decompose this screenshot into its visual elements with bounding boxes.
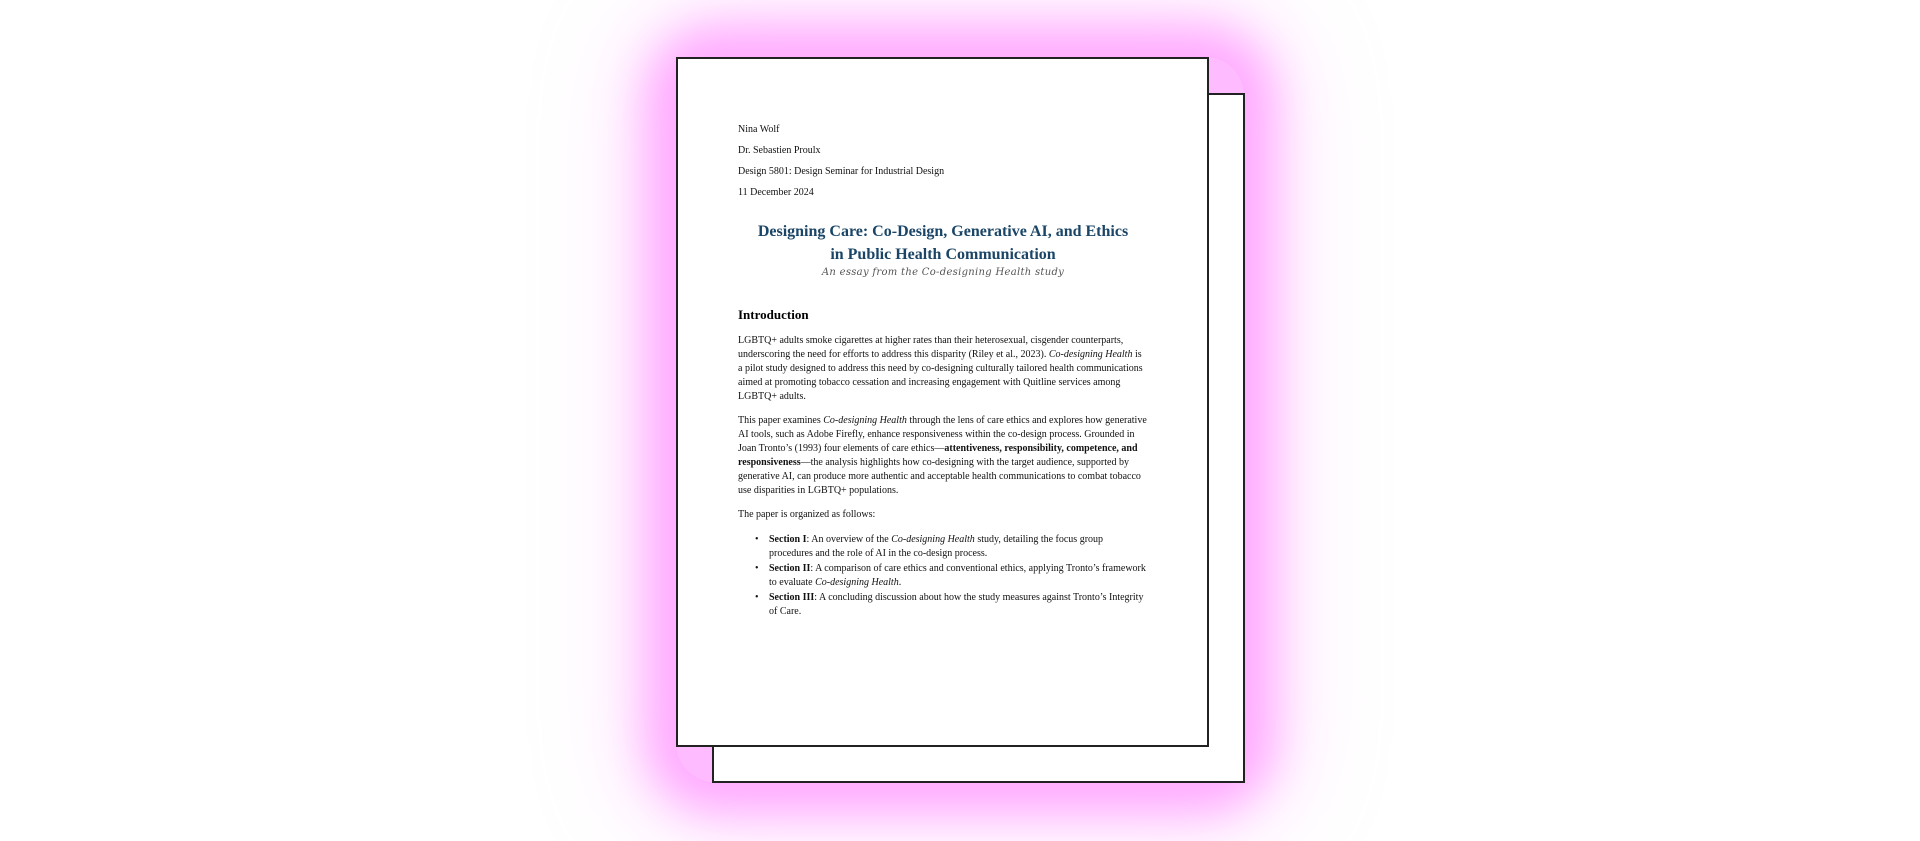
author-name: Nina Wolf <box>738 124 780 135</box>
text-run: : A comparison of care ethics and conventional ethics, applying Tronto’s framework to evaluate <box>769 563 1146 588</box>
document-subtitle: An essay from the Co-designing Health study <box>821 267 1065 278</box>
title-line-2: in Public Health Communication <box>830 246 1056 263</box>
title-line-1: Designing Care: Co-Design, Generative AI, and Ethics <box>757 223 1129 240</box>
bullet-icon: • <box>755 534 759 545</box>
bold-care-elements: attentiveness, responsibility, competence, and responsiveness <box>738 443 1138 468</box>
italic-study-name: Co-designing Health <box>815 577 899 588</box>
italic-study-name: Co-designing Health <box>1048 349 1133 360</box>
text-run: is a pilot study designed to address this need by co-designing culturally tailored health communications aimed at promoting tobacco cessation and increasing engagement with Quitline services among LGBTQ+ adults. <box>738 349 1143 402</box>
intro-paragraph-1 <box>738 334 1148 404</box>
text-run: through the lens of care ethics and explores how generative AI tools, such as Adobe Firefly, enhance responsiveness within the co-design process. Grounded in Joan Tronto’s (1993) four elements of care ethics— <box>738 415 1147 454</box>
front-page <box>676 57 1209 747</box>
text-run: : A concluding discussion about how the study measures against Tronto’s Integrity of Care. <box>769 592 1144 617</box>
section-heading-introduction: Introduction <box>738 307 809 322</box>
intro-paragraph-3: The paper is organized as follows: <box>738 509 876 520</box>
text-run: : An overview of the <box>806 534 892 545</box>
document-title <box>738 220 1148 266</box>
text-run: . <box>898 577 902 588</box>
text-run: —the analysis highlights how co-designing with the target audience, supported by generative AI, can produce more authentic and acceptable health communications to combat tobacco use disparities in LGBTQ+ populations. <box>738 457 1141 496</box>
outline-item-section-2 <box>755 562 1148 590</box>
italic-study-name: Co-designing Health <box>823 415 907 426</box>
bullet-icon: • <box>755 592 759 603</box>
italic-study-name: Co-designing Health <box>891 534 975 545</box>
text-run: LGBTQ+ adults smoke cigarettes at higher rates than their heterosexual, cisgender counterparts, underscoring the need for efforts to address this disparity (Riley et al., 2023). <box>738 335 1124 360</box>
intro-paragraph-2 <box>738 414 1148 498</box>
instructor-name: Dr. Sebastien Proulx <box>738 145 821 156</box>
outline-label: Section II <box>769 563 811 574</box>
outline-item-section-3 <box>755 591 1148 619</box>
course-name: Design 5801: Design Seminar for Industrial Design <box>738 166 945 177</box>
text-run: study, detailing the focus group procedures and the role of AI in the co-design process. <box>769 534 1104 559</box>
text-run: This paper examines <box>738 415 824 426</box>
section-outline-list <box>738 533 1148 619</box>
outline-label: Section I <box>769 534 807 545</box>
bullet-icon: • <box>755 563 759 574</box>
outline-item-section-1 <box>755 533 1148 561</box>
page-content <box>738 119 1148 620</box>
document-date: 11 December 2024 <box>738 187 814 198</box>
outline-label: Section III <box>769 592 815 603</box>
